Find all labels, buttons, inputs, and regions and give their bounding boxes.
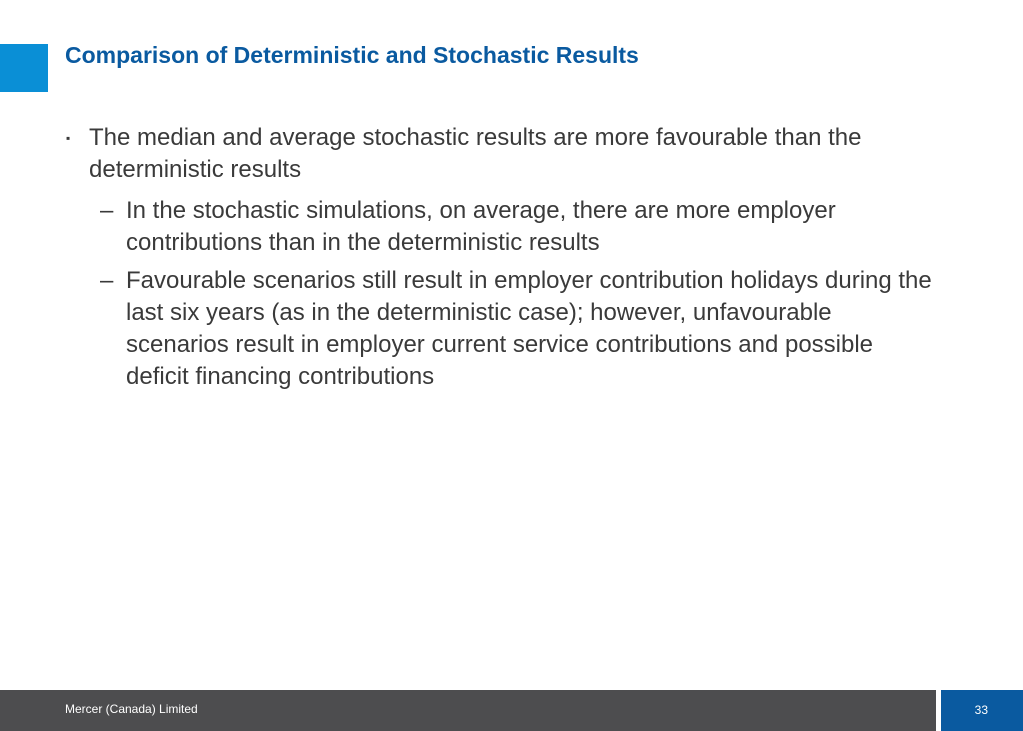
slide-title: Comparison of Deterministic and Stochastic Results bbox=[65, 42, 639, 68]
sub-bullet-text: Favourable scenarios still result in employer contribution holidays during the last six years (as in the deterministic case); however, unfavourable scenarios result in employer current service contributions and possible deficit financing contributions bbox=[126, 267, 932, 390]
page-number-box bbox=[941, 690, 1023, 731]
sub-bullet-text: In the stochastic simulations, on average, there are more employer contributions than in the deterministic results bbox=[126, 197, 836, 256]
dash-bullet-icon: – bbox=[100, 267, 114, 294]
title-accent-block bbox=[0, 44, 48, 92]
page-number: 33 bbox=[974, 703, 988, 717]
footer-bar bbox=[0, 690, 936, 731]
footer-company-name: Mercer (Canada) Limited bbox=[65, 702, 198, 716]
sub-bullet-item bbox=[100, 265, 940, 393]
bullet-item bbox=[66, 122, 946, 186]
sub-bullet-item bbox=[100, 195, 940, 259]
square-bullet-icon: ▪ bbox=[66, 131, 71, 145]
bullet-text: The median and average stochastic results are more favourable than the deterministic results bbox=[89, 124, 862, 183]
dash-bullet-icon: – bbox=[100, 197, 114, 224]
